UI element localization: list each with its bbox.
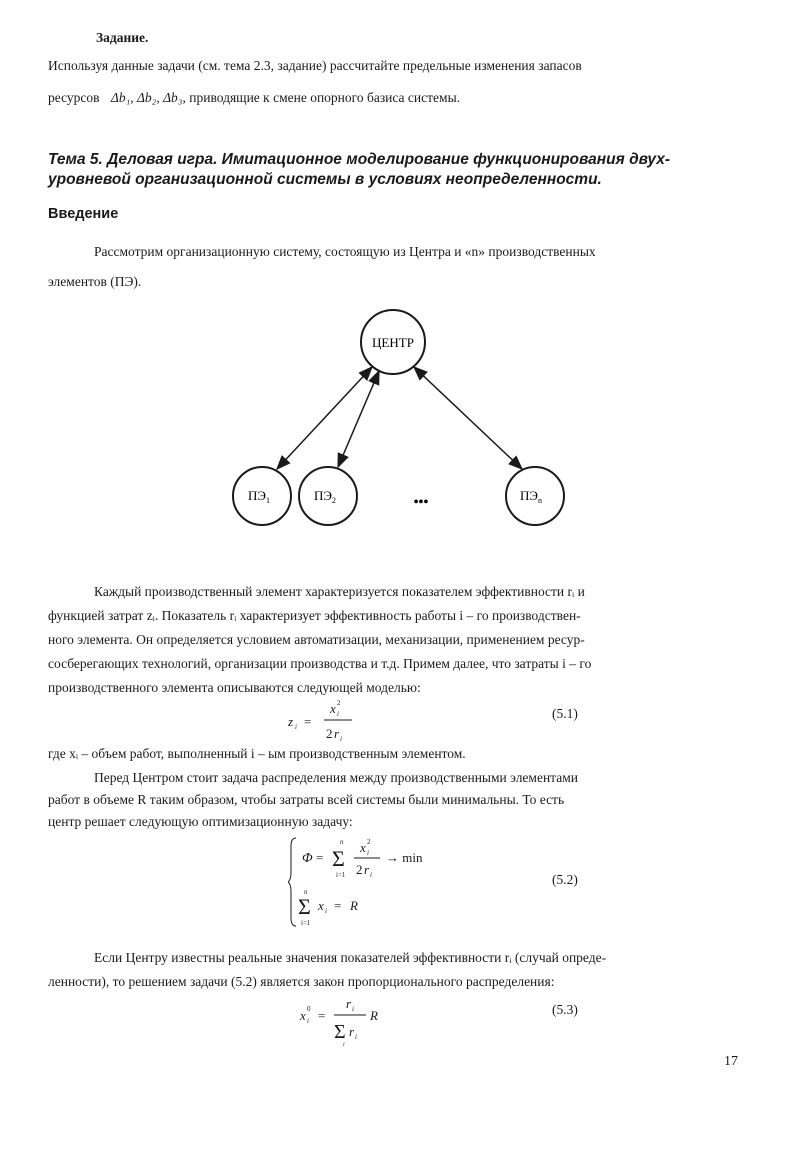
intro-title: Введение — [48, 206, 119, 222]
svg-text:x: x — [300, 1008, 306, 1023]
p3-line-3: центр решает следующую оптимизационную задачу: — [48, 814, 353, 829]
topic-heading-line-1: Тема 5. Деловая игра. Имитационное моделирование функционирования двух- — [48, 151, 671, 168]
svg-text:r: r — [334, 726, 340, 741]
svg-text:i=1: i=1 — [301, 919, 311, 927]
svg-text:n: n — [304, 888, 308, 896]
svg-text:R: R — [370, 1008, 378, 1023]
arrow-center-pen — [414, 367, 522, 469]
p4-line-1: Если Центру известны реальные значения показателей эффективности rᵢ (случай опреде- — [94, 950, 607, 965]
svg-text:=: = — [334, 898, 342, 913]
svg-text:=: = — [318, 1008, 326, 1023]
p2-line-2: функцией затрат zᵢ. Показатель rᵢ характеризует эффективность работы i – го производствен- — [48, 608, 581, 623]
eq-5-3-number: (5.3) — [552, 1002, 578, 1017]
ellipsis: ••• — [413, 495, 429, 510]
svg-text:i: i — [337, 710, 339, 718]
svg-text:→ min: → min — [386, 850, 423, 865]
p2-line-3: ного элемента. Он определяется условием автоматизации, механизации, применением ресур- — [48, 632, 585, 647]
org-diagram — [0, 0, 796, 560]
svg-text:r: r — [364, 862, 370, 877]
center-label: ЦЕНТР — [372, 335, 414, 350]
svg-text:2: 2 — [326, 726, 333, 741]
svg-text:i: i — [325, 907, 327, 915]
svg-text:=: = — [316, 850, 324, 865]
p2-line-4: сосберегающих технологий, организации производства и т.д. Примем далее, что затраты i – го — [48, 656, 592, 671]
svg-text:n: n — [340, 838, 344, 846]
svg-text:2: 2 — [367, 838, 371, 846]
svg-text:Σ: Σ — [334, 1021, 346, 1043]
where-line: где xᵢ – объем работ, выполненный i – ым производственным элементом. — [48, 746, 466, 761]
svg-text:i=1: i=1 — [336, 871, 346, 879]
svg-text:x: x — [360, 840, 366, 855]
p3-line-2: работ в объеме R таким образом, чтобы затраты всей системы были минимальны. То есть — [48, 792, 565, 807]
p4-line-2: ленности), то решением задачи (5.2) является закон пропорционального распределения: — [48, 974, 555, 989]
svg-text:2: 2 — [356, 862, 363, 877]
svg-text:2: 2 — [337, 699, 341, 707]
svg-text:i: i — [352, 1005, 354, 1013]
svg-text:i: i — [295, 723, 297, 731]
eq-5-1-number: (5.1) — [552, 706, 578, 721]
svg-text:=: = — [304, 714, 312, 729]
svg-text:i: i — [370, 871, 372, 879]
equation-5-1 — [270, 696, 390, 746]
svg-text:i: i — [367, 849, 369, 857]
arrow-center-pe2 — [338, 371, 379, 467]
svg-text:Σ: Σ — [298, 894, 311, 919]
topic-heading-line-2: уровневой организационной системы в условиях неопределенности. — [48, 171, 602, 188]
svg-text:0: 0 — [307, 1005, 311, 1013]
task-line-2-math: Δb₁, Δb₂, Δb₃ — [110, 90, 183, 105]
svg-text:x: x — [318, 898, 324, 913]
svg-text:r: r — [346, 996, 352, 1011]
equation-5-3 — [296, 992, 406, 1048]
svg-text:r: r — [349, 1024, 355, 1039]
equation-5-2 — [288, 832, 458, 932]
task-line-2-before: ресурсов — [48, 90, 100, 105]
svg-text:x: x — [330, 701, 336, 716]
task-line-2-after: , приводящие к смене опорного базиса системы. — [182, 90, 461, 105]
svg-text:i: i — [343, 1042, 345, 1048]
intro-line-2: элементов (ПЭ). — [48, 274, 142, 289]
task-title: Задание. — [96, 30, 149, 45]
svg-text:R: R — [350, 898, 358, 913]
p3-line-1: Перед Центром стоит задача распределения между производственными элементами — [94, 770, 579, 785]
p2-line-1: Каждый производственный элемент характеризуется показателем эффективности rᵢ и — [94, 584, 585, 599]
svg-text:Φ: Φ — [302, 851, 313, 866]
eq-5-2-number: (5.2) — [552, 872, 578, 887]
pe-label-n: $ПЭ_n$ — [520, 488, 542, 505]
page-number: 17 — [724, 1054, 738, 1069]
task-line-1: Используя данные задачи (см. тема 2.3, задание) рассчитайте предельные изменения запасов — [48, 58, 582, 73]
arrow-center-pe1 — [277, 367, 372, 469]
svg-text:i: i — [307, 1017, 309, 1025]
svg-text:i: i — [355, 1033, 357, 1041]
p2-line-5: производственного элемента описываются следующей моделью: — [48, 680, 421, 695]
pe-label-1: $ПЭ_1$ — [248, 488, 270, 505]
svg-text:Σ: Σ — [332, 846, 345, 871]
svg-text:z: z — [288, 714, 294, 729]
intro-line-1: Рассмотрим организационную систему, состоящую из Центра и «n» производственных — [94, 244, 596, 259]
pe-label-2: $ПЭ_2$ — [314, 488, 336, 505]
svg-text:i: i — [340, 735, 342, 743]
